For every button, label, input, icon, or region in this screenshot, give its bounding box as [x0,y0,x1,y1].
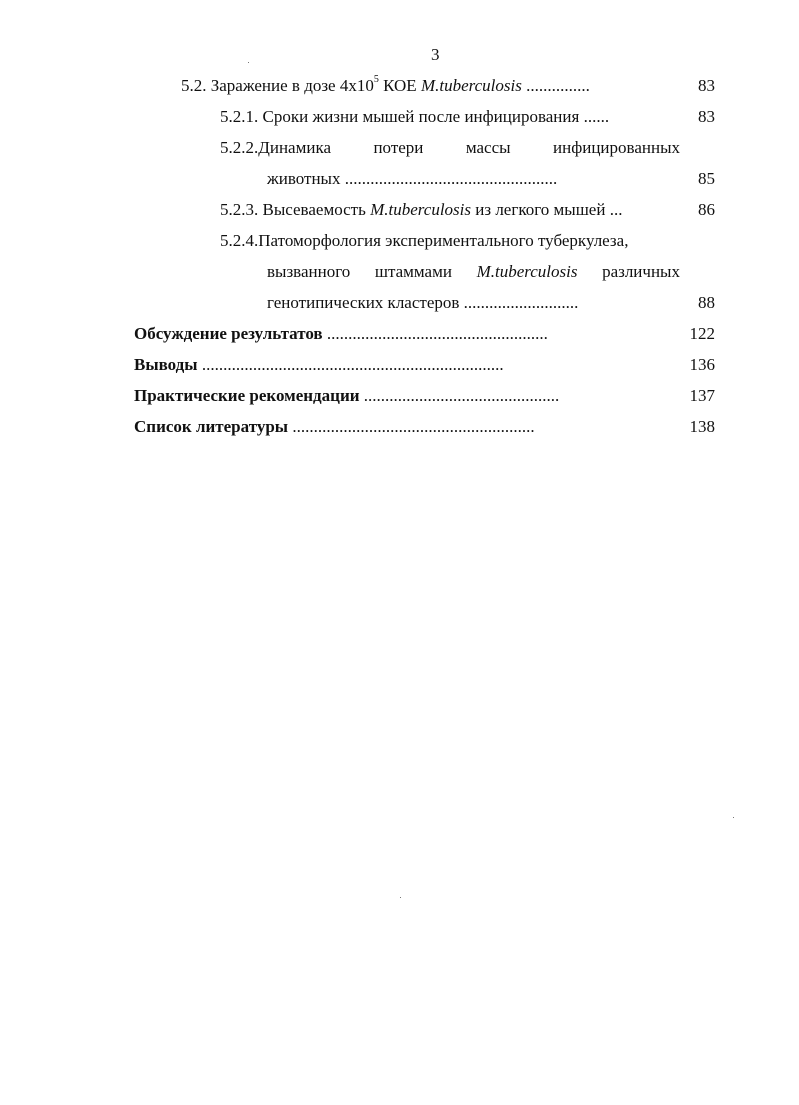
toc-entry-text: инфицированных [553,138,680,157]
leader-dots: ....................................................................... [201,355,504,374]
toc-section-discussion [134,323,548,345]
toc-page-number: 136 [689,355,715,374]
toc-section-title: Практические рекомендации [134,386,360,405]
toc-entry-5-2-2 [220,137,680,159]
toc-section-title: Список литературы [134,417,289,436]
toc-page-number: 122 [689,324,715,343]
toc-page-number: 83 [698,107,715,126]
leader-dots: ............... [526,76,590,95]
leader-dots: .............................................. [363,386,560,405]
toc-section-conclusions [134,354,504,376]
toc-entry-5-2-3 [220,199,622,221]
toc-entry-text: Сроки жизни мышей после инфицирования [262,107,580,126]
toc-entry-text: Высеваемость [262,200,366,219]
page-number: 3 [431,45,440,64]
toc-entry-italic: M.tuberculosis [370,200,472,219]
toc-entry-continuation [267,292,578,314]
toc-entry-text: штаммами [374,262,452,281]
toc-entry-text: Заражение в дозе 4х10 [210,76,374,95]
leader-dots: ...... [583,107,610,126]
toc-entry-text: массы [465,138,511,157]
toc-entry-5-2 [181,75,590,97]
toc-page-number: 86 [698,200,715,219]
toc-entry-text: из легкого мышей [475,200,606,219]
toc-entry-text: КОЕ [383,76,417,95]
toc-page-number: 83 [698,76,715,95]
toc-entry-continuation [267,168,557,190]
toc-entry-text: потери [373,138,424,157]
toc-page-number: 137 [689,386,715,405]
toc-entry-5-2-4: 5.2.4.Патоморфология экспериментального туберкулеза, [220,231,629,250]
toc-page-number: 88 [698,293,715,312]
toc-entry-5-2-1 [220,106,609,128]
toc-section-title: Обсуждение результатов [134,324,323,343]
toc-entry-text: животных [267,169,341,188]
toc-section-title: Выводы [134,355,198,374]
toc-section-recommendations [134,385,559,407]
toc-page-number: 85 [698,169,715,188]
toc-entry-italic: M.tuberculosis [420,76,522,95]
toc-entry-superscript: 5 [373,74,379,86]
toc-entry-continuation [267,261,680,283]
toc-entry-text: различных [602,262,680,281]
toc-entry-italic: M.tuberculosis [476,262,578,281]
scan-speck [400,897,401,898]
scan-speck [248,62,249,63]
leader-dots: .................................................... [326,324,548,343]
toc-entry-number: 5.2.3. [220,200,259,219]
toc-entry-text: вызванного [267,262,351,281]
toc-entry-number: 5.2. [181,76,207,95]
toc-page-number: 138 [689,417,715,436]
leader-dots: ........................... [463,293,579,312]
leader-dots: ... [609,200,623,219]
leader-dots: .................................................. [344,169,558,188]
scan-speck [733,817,734,818]
toc-entry-text: 5.2.2.Динамика [220,138,331,157]
toc-section-references [134,416,535,438]
toc-entry-text: генотипических кластеров [267,293,460,312]
leader-dots: ......................................................... [292,417,535,436]
toc-entry-number: 5.2.1. [220,107,259,126]
